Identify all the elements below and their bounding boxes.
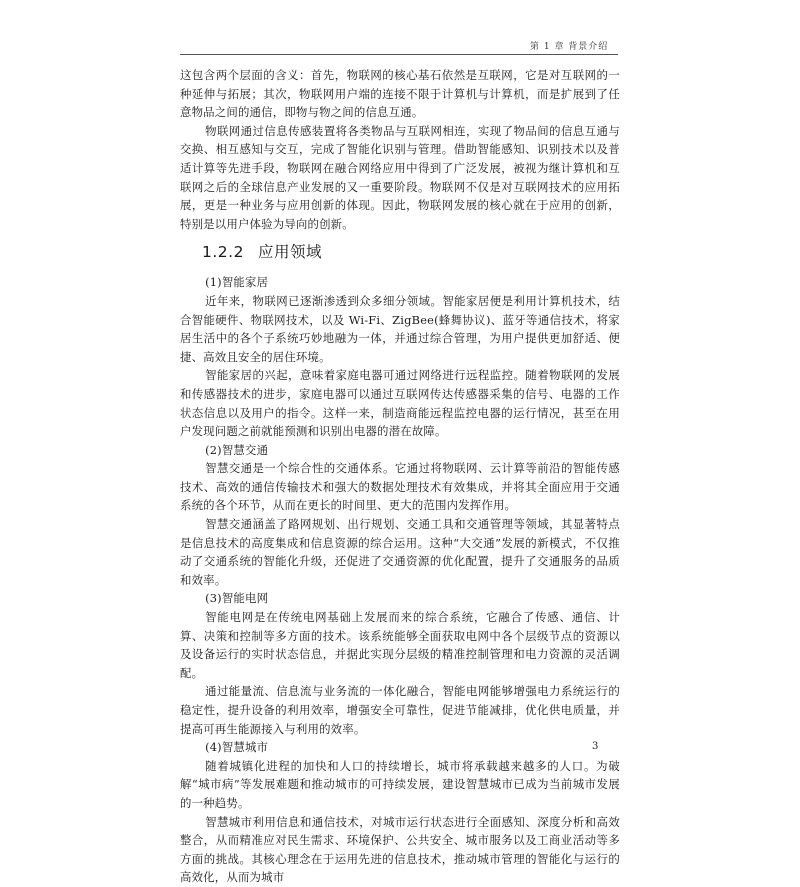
subsection-heading-smart-city: (4)智慧城市 <box>205 740 269 755</box>
section-heading <box>180 241 620 263</box>
paragraph: 智能电网是在传统电网基础上发展而来的综合系统，它融合了传感、通信、计算、决策和控制等多方面的技术。该系统能够全面获取电网中各个层级节点的资源以及设备运行的实时状态信息，并据此实现分层级的精准控制管理和电力资源的灵活调配。 <box>180 610 620 680</box>
paragraph: 智慧城市利用信息和通信技术，对城市运行状态进行全面感知、深度分析和高效整合，从而精准应对民生需求、环境保护、公共安全、城市服务以及工商业活动等多方面的挑战。其核心理念在于运用先进的信息技术，推动城市管理的智能化与运行的高效化，从而为城市 <box>180 814 620 885</box>
header-rule <box>180 54 618 55</box>
paragraph: 智能家居的兴起，意味着家庭电器可通过网络进行远程监控。随着物联网的发展和传感器技术的进步，家庭电器可以通过互联网传达传感器采集的信号、电器的工作状态信息以及用户的指令。这样一来，制造商能远程监控电器的运行情况，甚至在用户发现问题之前就能预测和识别出电器的潜在故障。 <box>180 368 620 439</box>
intro-paragraph-1: 这包含两个层面的含义：首先，物联网的核心基石依然是互联网，它是对互联网的一种延伸与拓展；其次，物联网用户端的连接不限于计算机与计算机，而是扩展到了任意物品之间的通信，即物与物之间的信息互通。 <box>180 68 620 120</box>
page-number: 3 <box>592 741 599 752</box>
subsection-heading-smart-home: (1)智能家居 <box>205 275 269 290</box>
paragraph: 近年来，物联网已逐渐渗透到众多细分领域。智能家居便是利用计算机技术，结合智能硬件、物联网技术，以及 Wi-Fi、ZigBee(蜂舞协议)、蓝牙等通信技术，将家居生活中的各个子系统巧妙地融为一体，并通过综合管理，为用户提供更加舒适、便捷、高效且安全的居住环境。 <box>180 293 620 364</box>
subsection-heading-smart-traffic: (2)智慧交通 <box>205 442 269 457</box>
paragraph: 智慧交通是一个综合性的交通体系。它通过将物联网、云计算等前沿的智能传感技术、高效的通信传输技术和强大的数据处理技术有效集成，并将其全面应用于交通系统的各个环节，从而在更长的时间里、更大的范围内发挥作用。 <box>180 461 620 513</box>
section-title: 应用领域 <box>257 243 322 262</box>
paragraph: 智慧交通涵盖了路网规划、出行规划、交通工具和交通管理等领域，其显著特点是信息技术的高度集成和信息资源的综合运用。这种“大交通”发展的新模式，不仅推动了交通系统的智能化升级，还促进了交通资源的优化配置，提升了交通服务的品质和效率。 <box>180 517 620 587</box>
paragraph: 通过能量流、信息流与业务流的一体化融合，智能电网能够增强电力系统运行的稳定性，提升设备的利用效率，增强安全可靠性，促进节能减排，优化供电质量，并提高可再生能源接入与利用的效率。 <box>180 684 620 736</box>
paragraph: 随着城镇化进程的加快和人口的持续增长，城市将承载越来越多的人口。为破解“城市病”等发展难题和推动城市的可持续发展，建设智慧城市已成为当前城市发展的一种趋势。 <box>180 758 620 810</box>
page-body <box>180 66 620 887</box>
intro-paragraph-2: 物联网通过信息传感装置将各类物品与互联网相连，实现了物品间的信息互通与交换、相互感知与交互，完成了智能化识别与管理。借助智能感知、识别技术以及普适计算等先进手段，物联网在融合网络应用中得到了广泛发展，被视为继计算机和互联网之后的全球信息产业发展的又一重要阶段。物联网不仅是对互联网技术的应用拓展，更是一种业务与应用创新的体现。因此，物联网发展的核心就在于应用的创新，特别是以用户体验为导向的创新。 <box>180 123 620 231</box>
running-head: 第 1 章 背景介绍 <box>530 42 609 52</box>
subsection-heading-smart-grid: (3)智能电网 <box>205 591 269 606</box>
section-number: 1.2.2 <box>202 243 244 262</box>
